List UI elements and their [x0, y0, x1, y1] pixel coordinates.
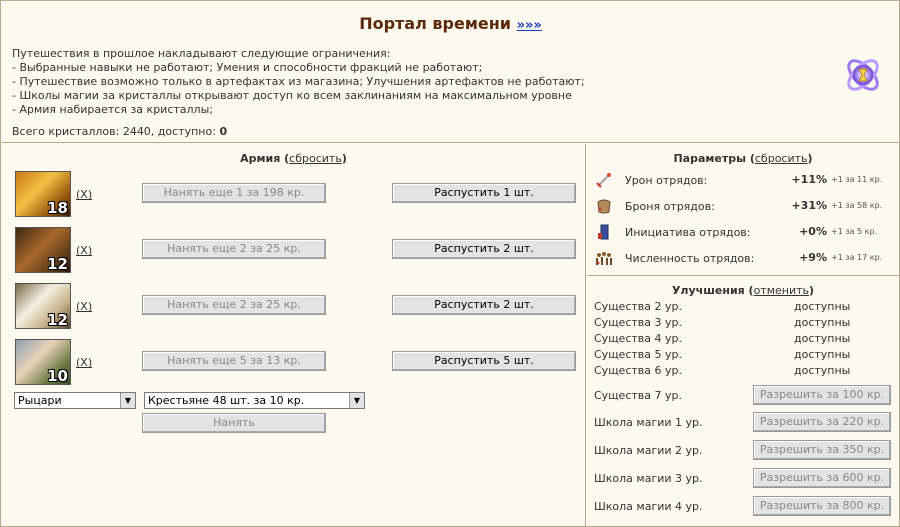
- unit-portrait-4: 10: [15, 339, 71, 385]
- remove-unit-1[interactable]: (X): [76, 188, 93, 201]
- army-title: Армия (сбросить): [240, 152, 347, 165]
- remove-unit-4[interactable]: (X): [76, 356, 93, 369]
- upgrade-label: Школа магии 3 ур.: [594, 472, 703, 485]
- upgrade-label: Школа магии 4 ур.: [594, 500, 703, 513]
- restrictions-text: Путешествия в прошлое накладывают следующие ограничения: - Выбранные навыки не работают; Умения и способности фракций не работают; - Путешествие возможно только в артефактах из магазина; Улучшения артефактов не работают; - Школы магии за кристаллы открывают доступ ко всем заклинаниям на максимальном уровне - Армия набирается за кристаллы;: [12, 47, 585, 116]
- upgrade-label: Школа магии 1 ур.: [594, 416, 703, 429]
- unlock-button-magic-2[interactable]: Разрешить за 350 кр.: [753, 440, 891, 460]
- params-reset-link[interactable]: сбросить: [754, 152, 808, 165]
- upgrade-status: доступны: [794, 316, 851, 329]
- portal-icon: [842, 54, 884, 96]
- params-section: [587, 144, 899, 526]
- upgrade-label: Существа 7 ур.: [594, 389, 682, 402]
- param-row-initiative: Инициатива отрядов: +0% +1 за 5 кр.: [595, 221, 885, 243]
- dismiss-button-2[interactable]: Распустить 2 шт.: [392, 239, 576, 259]
- hire-button[interactable]: Нанять: [142, 413, 326, 433]
- dismiss-button-1[interactable]: Распустить 1 шт.: [392, 183, 576, 203]
- sword-icon: [595, 171, 613, 189]
- initiative-icon: [595, 223, 613, 241]
- hire-more-button-3[interactable]: Нанять еще 2 за 25 кр.: [142, 295, 326, 315]
- unlock-button-magic-1[interactable]: Разрешить за 220 кр.: [753, 412, 891, 432]
- param-row-damage: Урон отрядов: +11% +1 за 11 кр.: [595, 169, 885, 191]
- divider: [587, 275, 899, 276]
- armor-icon: [595, 197, 613, 215]
- unit-portrait-2: 12: [15, 227, 71, 273]
- page-title: Портал времени »»»: [359, 14, 542, 33]
- chevron-down-icon: ▼: [120, 393, 135, 408]
- upgrades-cancel-link[interactable]: отменить: [753, 284, 810, 297]
- title-more-link[interactable]: »»»: [516, 18, 542, 33]
- upgrade-status: доступны: [794, 300, 851, 313]
- upgrade-label: Школа магии 2 ур.: [594, 444, 703, 457]
- unit-portrait-1: 18: [15, 171, 71, 217]
- remove-unit-3[interactable]: (X): [76, 300, 93, 313]
- unlock-button-creatures-7[interactable]: Разрешить за 100 кр.: [753, 385, 891, 405]
- dismiss-button-4[interactable]: Распустить 5 шт.: [392, 351, 576, 371]
- upgrade-status: доступны: [794, 364, 851, 377]
- upgrade-status: доступны: [794, 348, 851, 361]
- dismiss-button-3[interactable]: Распустить 2 шт.: [392, 295, 576, 315]
- upgrade-label: Существа 3 ур.: [594, 316, 682, 329]
- hire-more-button-1[interactable]: Нанять еще 1 за 198 кр.: [142, 183, 326, 203]
- unit-portrait-3: 12: [15, 283, 71, 329]
- upgrade-status: доступны: [794, 332, 851, 345]
- crystals-available: 0: [219, 125, 228, 138]
- troops-icon: [595, 249, 613, 267]
- upgrade-label: Существа 6 ур.: [594, 364, 682, 377]
- unit-select[interactable]: Крестьяне 48 шт. за 10 кр. ▼: [144, 392, 365, 409]
- upgrades-title: Улучшения (отменить): [671, 284, 815, 297]
- upgrade-label: Существа 2 ур.: [594, 300, 682, 313]
- upgrade-label: Существа 5 ур.: [594, 348, 682, 361]
- unlock-button-magic-3[interactable]: Разрешить за 600 кр.: [753, 468, 891, 488]
- chevron-down-icon: ▼: [349, 393, 364, 408]
- remove-unit-2[interactable]: (X): [76, 244, 93, 257]
- param-row-troops: Численность отрядов: +9% +1 за 17 кр.: [595, 247, 885, 269]
- param-row-armor: Броня отрядов: +31% +1 за 58 кр.: [595, 195, 885, 217]
- unlock-button-magic-4[interactable]: Разрешить за 800 кр.: [753, 496, 891, 516]
- upgrade-label: Существа 4 ур.: [594, 332, 682, 345]
- army-reset-link[interactable]: сбросить: [289, 152, 342, 165]
- hire-more-button-4[interactable]: Нанять еще 5 за 13 кр.: [142, 351, 326, 371]
- params-title: Параметры (сбросить): [673, 152, 813, 165]
- army-section: [2, 144, 586, 526]
- header-section: [2, 2, 899, 143]
- hire-more-button-2[interactable]: Нанять еще 2 за 25 кр.: [142, 239, 326, 259]
- faction-select[interactable]: Рыцари ▼: [14, 392, 136, 409]
- crystals-summary: Всего кристаллов: 2440, доступно: 0: [12, 125, 228, 138]
